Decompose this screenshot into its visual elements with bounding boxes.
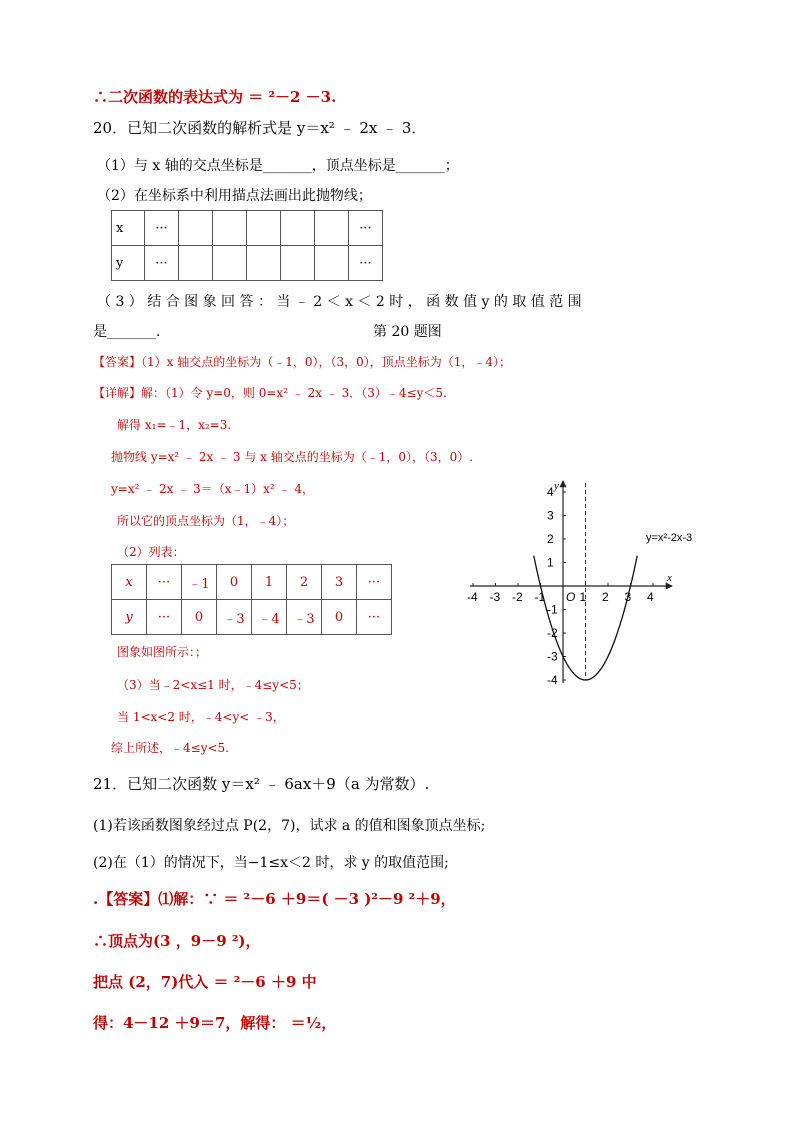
- q21-part2: (2)在（1）的情况下，当−1≤x＜2 时，求 y 的取值范围;: [93, 855, 449, 871]
- table-cell: 2: [287, 565, 322, 600]
- answer-q21-line4: 得：4－12 ＋9＝7，解得： ＝½，: [93, 1014, 337, 1032]
- table-cell: x: [112, 211, 145, 246]
- detail-line-3: 抛物线 y=x² ﹣ 2x ﹣ 3 与 x 轴交点的坐标为（﹣1，0），（3，0）.: [111, 450, 474, 464]
- x-tick-label: -1: [534, 590, 546, 604]
- curve-label: y=x²-2x-3: [646, 532, 693, 544]
- y-tick-label: 2: [547, 532, 554, 546]
- detail-line-9: 当 1<x<2 时，﹣4<y< ﹣3，: [117, 710, 285, 724]
- q20-part3-line2: 是_______．: [93, 324, 170, 340]
- table-cell: ···: [147, 565, 182, 600]
- x-tick-label: -4: [467, 590, 478, 604]
- detail-line-2: 解得 x₁=﹣1，x₂=3.: [117, 418, 232, 432]
- figure-caption: 第 20 题图: [373, 324, 442, 340]
- x-tick-label: 1: [579, 590, 587, 604]
- table-cell: ···: [145, 246, 179, 281]
- detail-line-10: 综上所述，﹣4≤y<5.: [111, 741, 229, 755]
- table-cell: y: [112, 246, 145, 281]
- x-tick-label: 4: [647, 590, 654, 604]
- table-cell: ···: [357, 600, 392, 635]
- blank-value-table: [111, 210, 383, 281]
- table-cell: ···: [349, 246, 383, 281]
- table-cell: [247, 211, 281, 246]
- table-cell: ···: [357, 565, 392, 600]
- q20-part2: （2）在坐标系中利用描点法画出此抛物线；: [97, 188, 372, 204]
- parabola-graph: [462, 475, 702, 695]
- table-cell: ﹣3: [217, 600, 252, 635]
- table-cell: [281, 211, 315, 246]
- detail-line-7: 图象如图所示：；: [117, 645, 208, 659]
- x-tick-label: 2: [602, 590, 609, 604]
- answer-q21-line2: ∴顶点为(3 ，9－9 ²)，: [93, 932, 261, 950]
- y-tick-label: 3: [547, 508, 554, 523]
- table-cell: [213, 246, 247, 281]
- table-row: [112, 211, 383, 246]
- table-cell: x: [112, 565, 147, 600]
- table-cell: ···: [147, 600, 182, 635]
- table-cell: [179, 211, 213, 246]
- table-row: [112, 246, 383, 281]
- detail-line-6: （2）列表：: [117, 545, 185, 559]
- value-table: [111, 564, 392, 635]
- q20-part3-line1: （ 3 ） 结 合 图 象 回 答 ： 当 ﹣ 2 ＜ x ＜ 2 时 ， 函 数 值 y 的 取 值 范 围: [97, 294, 582, 310]
- q20-part1: （1）与 x 轴的交点坐标是_______，顶点坐标是_______；: [97, 158, 459, 174]
- table-cell: 0: [182, 600, 217, 635]
- q20-title: 20．已知二次函数的解析式是 y＝x² ﹣ 2x ﹣ 3．: [93, 119, 427, 137]
- x-axis-label: x: [667, 572, 672, 584]
- table-cell: ﹣1: [182, 565, 217, 600]
- detail-line-8: （3）当﹣2<x≤1 时，﹣4≤y<5；: [117, 678, 309, 692]
- y-tick-label: -1: [547, 602, 558, 617]
- q21-part1: (1)若该函数图象经过点 P(2，7)，试求 a 的值和图象顶点坐标;: [93, 818, 486, 834]
- y-tick-label: -4: [547, 673, 558, 687]
- q21-title: 21．已知二次函数 y＝x² ﹣ 6ax＋9（a 为常数）.: [93, 775, 430, 793]
- table-cell: 1: [252, 565, 287, 600]
- y-tick-label: -2: [547, 626, 558, 640]
- table-cell: 0: [322, 600, 357, 635]
- y-tick-label: -3: [547, 649, 558, 664]
- detail-line-4: y=x² ﹣ 2x ﹣ 3＝（x﹣1）x² ﹣ 4，: [111, 482, 314, 496]
- detail-line-1: 【详解】解：（1）令 y=0，则 0=x² ﹣ 2x ﹣ 3．（3）﹣4≤y＜5.: [93, 386, 447, 400]
- answer-q21-line3: 把点 (2，7)代入 ＝ ²－6 ＋9 中: [93, 973, 317, 991]
- detail-line-5: 所以它的顶点坐标为（1，﹣4）；: [117, 514, 295, 528]
- y-tick-label: 4: [547, 485, 554, 499]
- table-cell: ﹣4: [252, 600, 287, 635]
- y-axis-label: y: [554, 480, 559, 492]
- table-cell: 0: [217, 565, 252, 600]
- table-cell: y: [112, 600, 147, 635]
- table-cell: ···: [145, 211, 179, 246]
- table-row: [112, 565, 392, 600]
- y-tick-label: 1: [547, 555, 554, 570]
- table-cell: [247, 246, 281, 281]
- table-cell: [281, 246, 315, 281]
- table-cell: [179, 246, 213, 281]
- line-solution-expression: ∴二次函数的表达式为 ＝ ²－2 －3.: [93, 88, 337, 106]
- table-row: [112, 600, 392, 635]
- table-cell: [315, 246, 349, 281]
- x-tick-label: O: [566, 590, 576, 604]
- table-cell: ···: [349, 211, 383, 246]
- table-cell: [315, 211, 349, 246]
- table-cell: 3: [322, 565, 357, 600]
- answer-q21-line1: .【答案】⑴解：∵ ＝ ²－6 ＋9＝( －3 )²－9 ²＋9，: [93, 890, 456, 908]
- x-tick-label: 3: [624, 590, 632, 604]
- x-tick-label: -2: [512, 590, 523, 604]
- table-cell: ﹣3: [287, 600, 322, 635]
- x-tick-label: -3: [489, 590, 501, 604]
- answer-q20: 【答案】（1）x 轴交点的坐标为（﹣1，0），（3，0），顶点坐标为（1，﹣4）；: [93, 355, 512, 369]
- table-cell: [213, 211, 247, 246]
